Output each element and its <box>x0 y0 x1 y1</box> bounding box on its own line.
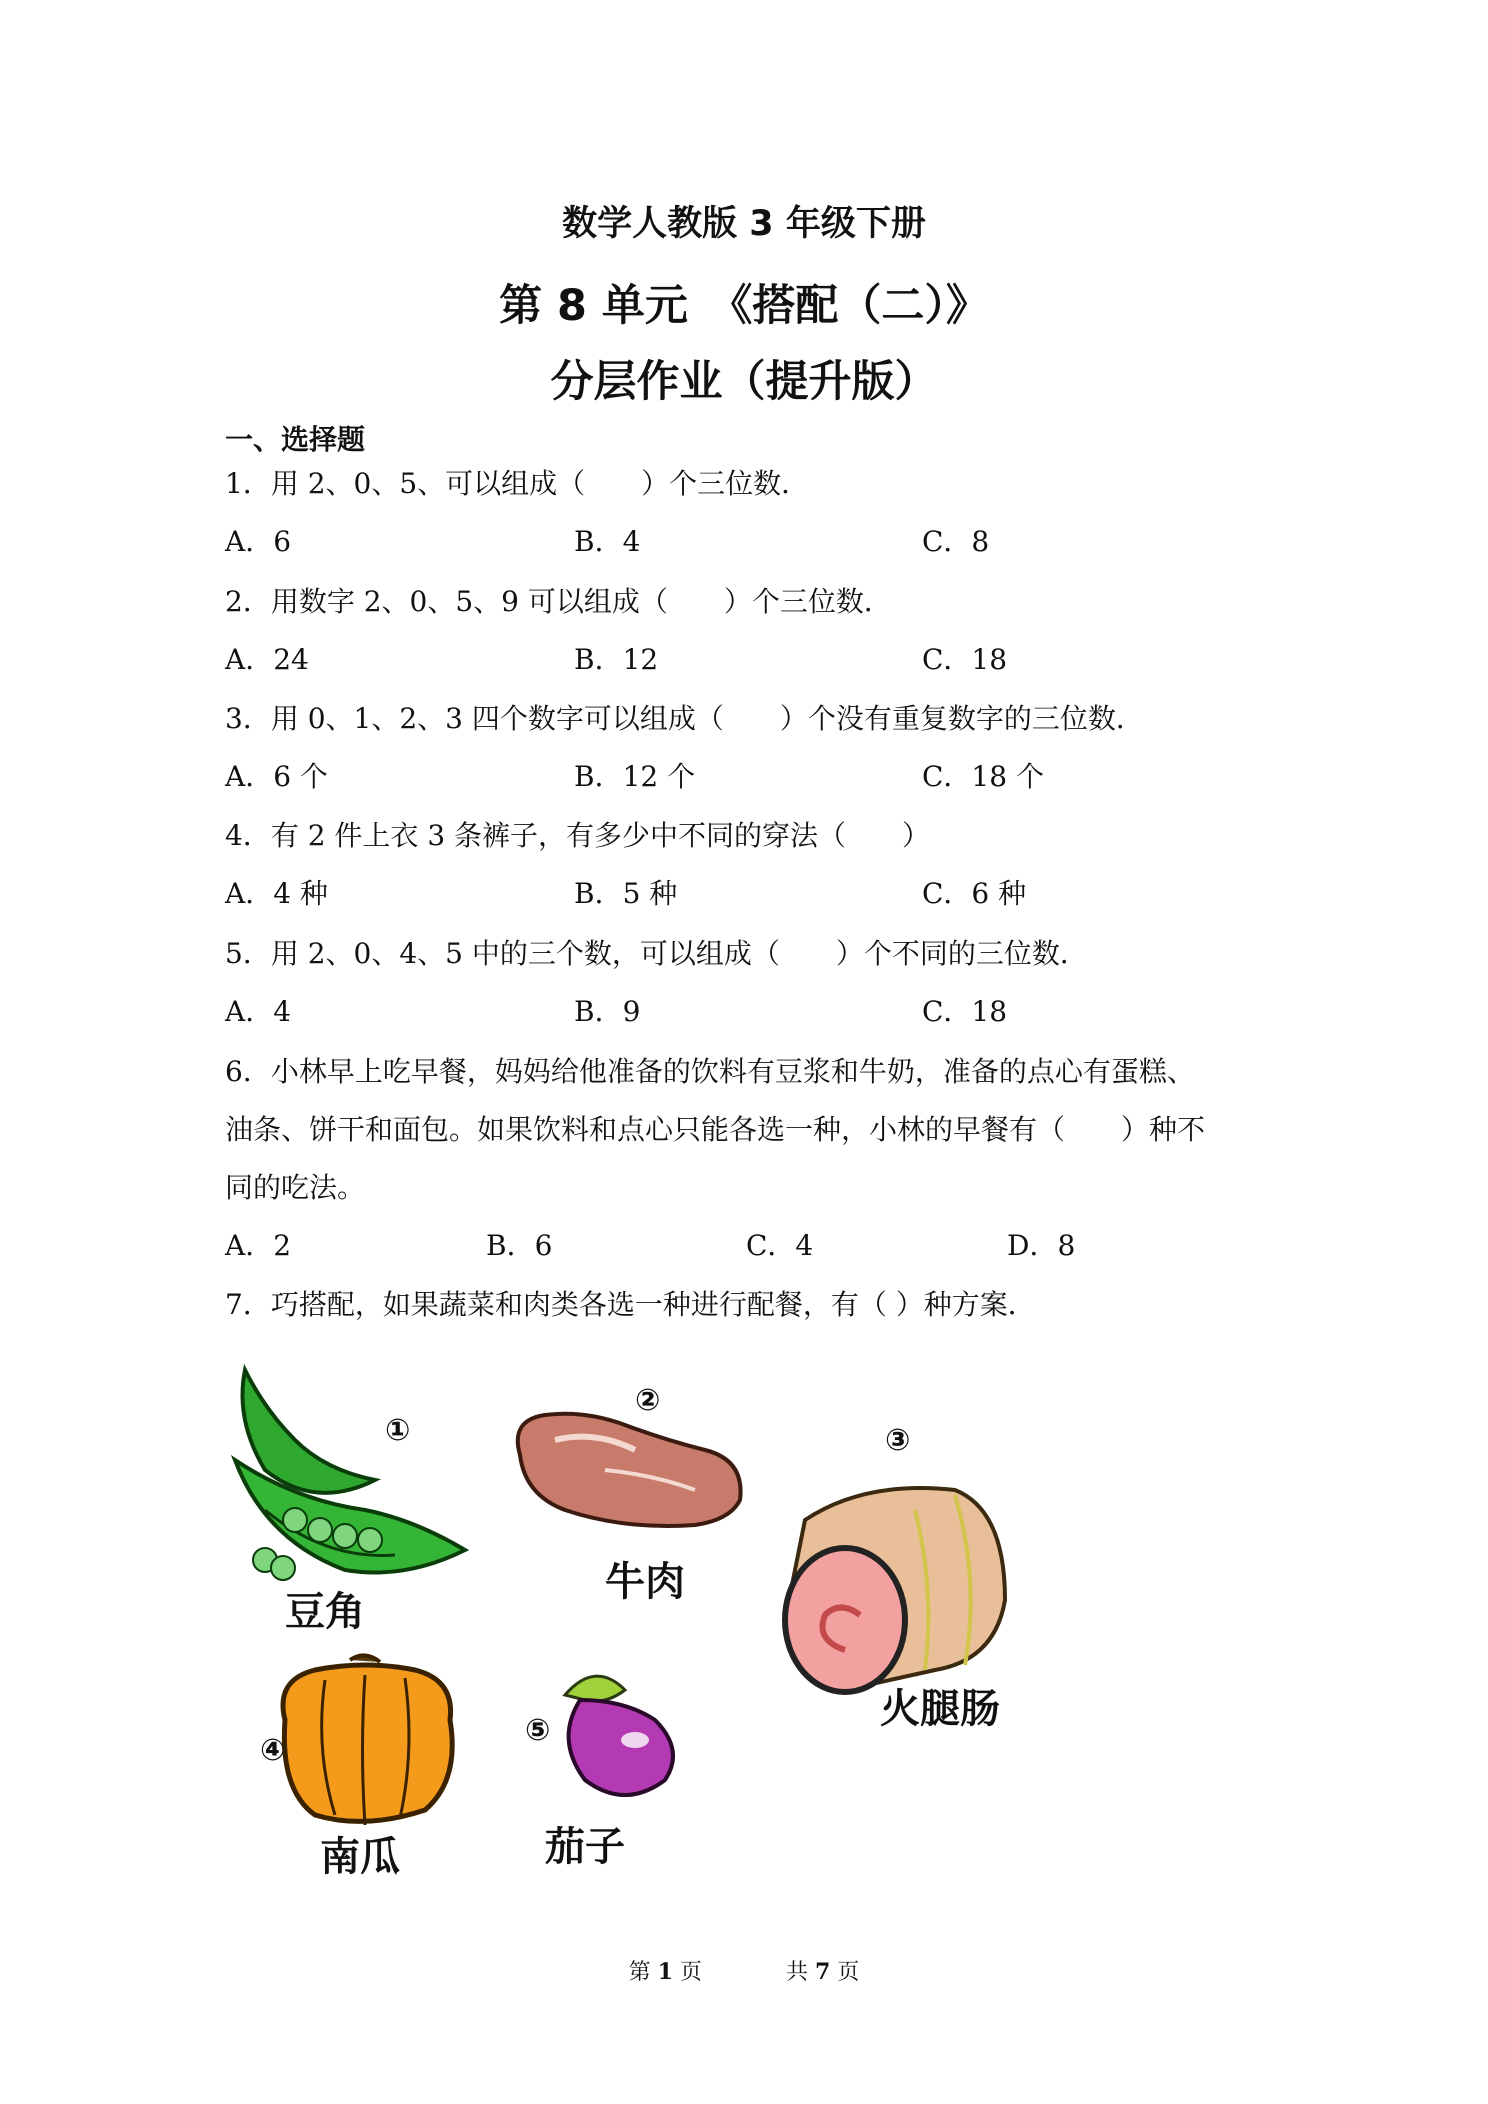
total-prefix: 共 <box>786 1960 809 1985</box>
question-1: 1．用 2、0、5、可以组成（ ）个三位数． <box>225 467 810 500</box>
label-green-beans: 豆角 <box>285 1589 365 1635</box>
eggplant-illustration <box>565 1676 673 1795</box>
total-pages: 7 <box>815 1959 831 1985</box>
pumpkin-illustration <box>283 1655 452 1825</box>
homework-title: 分层作业（提升版） <box>550 357 938 407</box>
q3-option-b: B．12 个 <box>574 760 696 793</box>
question-4: 4．有 2 件上衣 3 条裤子，有多少中不同的穿法（ ） <box>225 819 931 852</box>
total-unit: 页 <box>837 1960 860 1985</box>
beef-illustration <box>518 1414 741 1526</box>
label-eggplant: 茄子 <box>545 1824 625 1870</box>
document-title: 数学人教版 3 年级下册 <box>562 204 926 244</box>
page-unit: 页 <box>679 1960 702 1985</box>
q6-option-d: D．8 <box>1007 1229 1076 1262</box>
ham-sausage-illustration <box>785 1488 1005 1692</box>
q2-option-c: C．18 <box>922 643 1008 676</box>
q4-option-b: B．5 种 <box>574 877 678 910</box>
q3-option-a: A．6 个 <box>225 760 328 793</box>
q6-option-a: A．2 <box>225 1229 292 1262</box>
question-5: 5．用 2、0、4、5 中的三个数，可以组成（ ）个不同的三位数． <box>225 937 1088 970</box>
q2-option-a: A．24 <box>225 643 309 676</box>
q1-option-a: A．6 <box>225 525 292 558</box>
question-3: 3．用 0、1、2、3 四个数字可以组成（ ）个没有重复数字的三位数． <box>225 702 1144 735</box>
question-7: 7．巧搭配，如果蔬菜和肉类各选一种进行配餐，有（ ）种方案． <box>225 1288 1036 1321</box>
page-number: 1 <box>657 1959 673 1985</box>
label-ham-sausage: 火腿肠 <box>880 1686 1000 1732</box>
q4-option-a: A．4 种 <box>225 877 328 910</box>
question-6-line-1: 6．小林早上吃早餐，妈妈给他准备的饮料有豆浆和牛奶，准备的点心有蛋糕、 <box>225 1055 1195 1088</box>
q2-option-b: B．12 <box>574 643 659 676</box>
q1-option-c: C．8 <box>922 525 990 558</box>
q3-option-c: C．18 个 <box>922 760 1044 793</box>
question-2: 2．用数字 2、0、5、9 可以组成（ ）个三位数． <box>225 585 892 618</box>
q5-option-c: C．18 <box>922 995 1008 1028</box>
q1-option-b: B．4 <box>574 525 641 558</box>
green-bean-illustration <box>235 1370 465 1580</box>
q4-option-c: C．6 种 <box>922 877 1027 910</box>
q5-option-a: A．4 <box>225 995 292 1028</box>
page-footer <box>0 1955 1488 1986</box>
q6-option-c: C．4 <box>746 1229 814 1262</box>
page-prefix: 第 <box>628 1960 651 1985</box>
section-heading: 一、选择题 <box>225 423 366 456</box>
label-beef: 牛肉 <box>605 1559 685 1605</box>
number-3: ③ <box>885 1423 911 1458</box>
q5-option-b: B．9 <box>574 995 641 1028</box>
number-1: ① <box>385 1413 411 1448</box>
number-2: ② <box>635 1383 661 1418</box>
unit-title: 第 8 单元 《搭配（二）》 <box>499 281 989 331</box>
number-4: ④ <box>260 1733 286 1768</box>
food-pairing-figure <box>225 1360 1125 1900</box>
q6-option-b: B．6 <box>486 1229 553 1262</box>
question-6-line-3: 同的吃法。 <box>225 1171 366 1204</box>
question-6-line-2: 油条、饼干和面包。如果饮料和点心只能各选一种，小林的早餐有（ ）种不 <box>225 1113 1206 1146</box>
label-pumpkin: 南瓜 <box>320 1834 400 1880</box>
number-5: ⑤ <box>525 1713 551 1748</box>
